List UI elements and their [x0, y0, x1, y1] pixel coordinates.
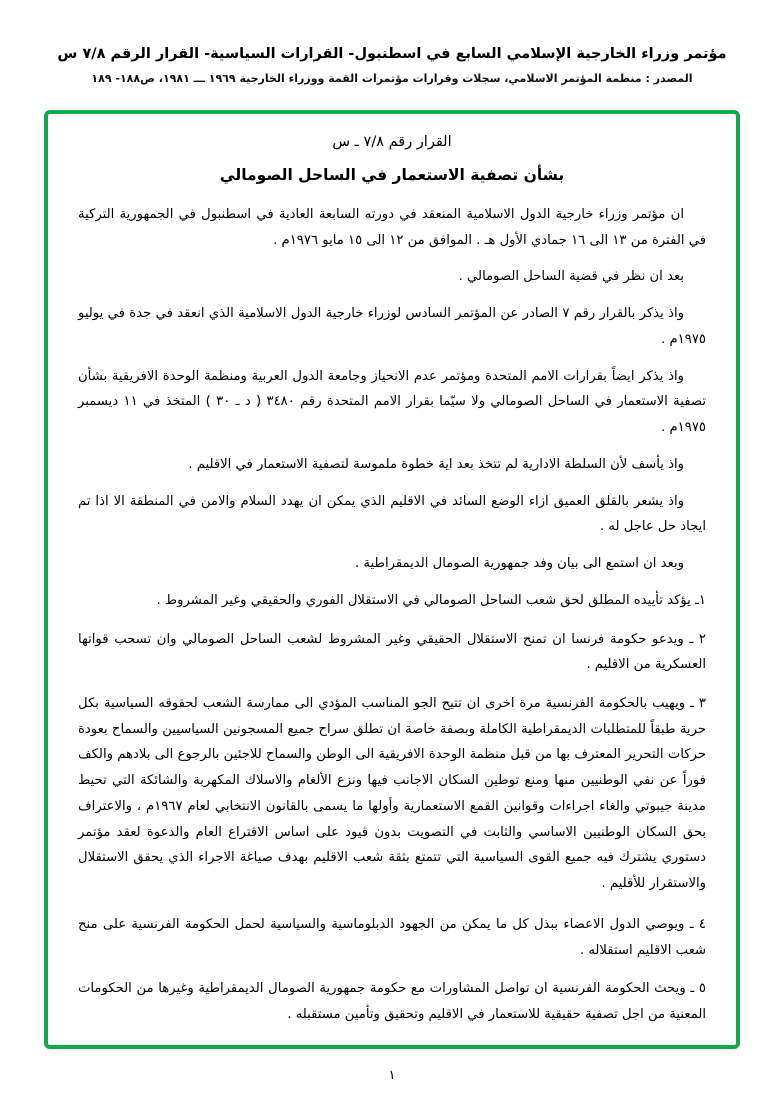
document-frame: [44, 110, 740, 1049]
clause-item: ١ـ يؤكد تأييده المطلق لحق شعب الساحل الصومالي في الاستقلال الفوري والحقيقي وغير المشروط .: [156, 592, 706, 608]
clause-item: ٤ ـ ويوصي الدول الاعضاء ببذل كل ما يمكن من الجهود الدبلوماسية والسياسية لحمل الحكومة الفرنسية على منح شعب الاقليم استقلاله .: [78, 916, 706, 958]
page-header: [0, 0, 784, 85]
resolution-subject: بشأن تصفية الاستعمار في الساحل الصومالي: [219, 166, 565, 184]
preamble-paragraph: واذ يشعر بالقلق العميق ازاء الوضع السائد في الاقليم الذي يمكن ان يهدد السلام والامن في المنطقة الا اذا تم ايجاد حل عاجل له .: [78, 493, 706, 535]
preamble-paragraph: واذ يأسف لأن السلطة الادارية لم تتخذ بعد اية خطوة ملموسة لتصفية الاستعمار في الاقليم .: [188, 456, 684, 472]
clause-item: ٣ ـ ويهيب بالحكومة الفرنسية مرة اخرى ان تتيح الجو المناسب المؤدي الى ممارسة الشعب لحقوقه السياسية بكل حرية طبقاً للمتطلبات الديمقراطية الكاملة وبصفة خاصة ان تطلق سراح جميع المسجونين السياسيين والسماح بعودة حركات التحرير المعترف بها من قبل منظمة الوحدة الافريقية الى الوطن والسماح للاجئين بالرجوع الى بلادهم والكف فوراً عن نفي الوطنيين منها ومنع توطين السكان الاجانب فيها ونزع الألغام والاسلاك المكهربة والشائكة التي تحيط مدينة جيبوتي والغاء اجراءات وقوانين القمع الاستعمارية وأولها ما يسمى بالقانون الانتخابي لعام ١٩٦٧م ، والاعتراف بحق السكان الوطنيين الاساسي والثابت في التصويت بدون قيود على اساس الاقتراع العام والدعوة لعقد مؤتمر دستوري يشترك فيه جميع القوى السياسية التي تتمتع بثقة شعب الاقليم بهدف صياغة الاجراء الذي يحقق الاستقلال والاستقرار للأقليم .: [78, 696, 706, 892]
preamble-paragraph: وبعد ان استمع الى بيان وفد جمهورية الصومال الديمقراطية .: [355, 556, 684, 572]
preamble-paragraph: ان مؤتمر وزراء خارجية الدول الاسلامية المنعقد في دورته السابعة العادية في اسطنبول في الجمهورية التركية في الفترة من ١٣ الى ١٦ جمادي الأول هـ . الموافق من ١٢ الى ١٥ مايو ١٩٧٦م .: [78, 207, 706, 248]
header-title: مؤتمر وزراء الخارجية الإسلامي السابع في اسطنبول- القرارات السياسية- القرار الرقم ٧/٨ س: [57, 46, 727, 62]
clause-item: ٥ ـ ويحث الحكومة الفرنسية ان تواصل المشاورات مع حكومة جمهورية الصومال الديمقراطية وغيرها من الحكومات المعنية من اجل تصفية حقيقية للاستعمار في الاقليم وتحقيق وتأمين مستقبله .: [78, 981, 706, 1023]
resolution-number: القرار رقم ٧/٨ ـ س: [332, 134, 452, 150]
preamble-paragraph: واذ يذكر بالقرار رقم ٧ الصادر عن المؤتمر السادس لوزراء خارجية الدول الاسلامية الذي انعقد في جدة في يوليو ١٩٧٥م .: [78, 306, 706, 347]
preamble-paragraph: بعد ان نظر في قضية الساحل الصومالي .: [458, 269, 684, 285]
preamble-paragraph: واذ يذكر ايضاً بقرارات الامم المتحدة ومؤتمر عدم الانحياز وجامعة الدول العربية ومنظمة الوحدة الافريقية بشأن تصفية الاستعمار في الساحل الصومالي ولا سيّما بقرار الامم المتحدة رقم ٣٤٨٠ ( د ـ ٣٠ ) المتخذ في ١١ ديسمبر ١٩٧٥م .: [78, 368, 706, 436]
document-body: [48, 114, 736, 1045]
header-source: المصدر : منظمة المؤتمر الاسلامي، سجلات وقرارات مؤتمرات القمة ووزراء الخارجية ١٩٦٩ ـــ ١٩٨١، ص١٨٨- ١٨٩: [91, 72, 693, 86]
page-number: ١: [388, 1068, 396, 1083]
clause-item: ٢ ـ ويدعو حكومة فرنسا ان تمنح الاستقلال الحقيقي وغير المشروط لشعب الساحل الصومالي وان تسحب قواتها العسكرية من الاقليم .: [78, 631, 706, 673]
